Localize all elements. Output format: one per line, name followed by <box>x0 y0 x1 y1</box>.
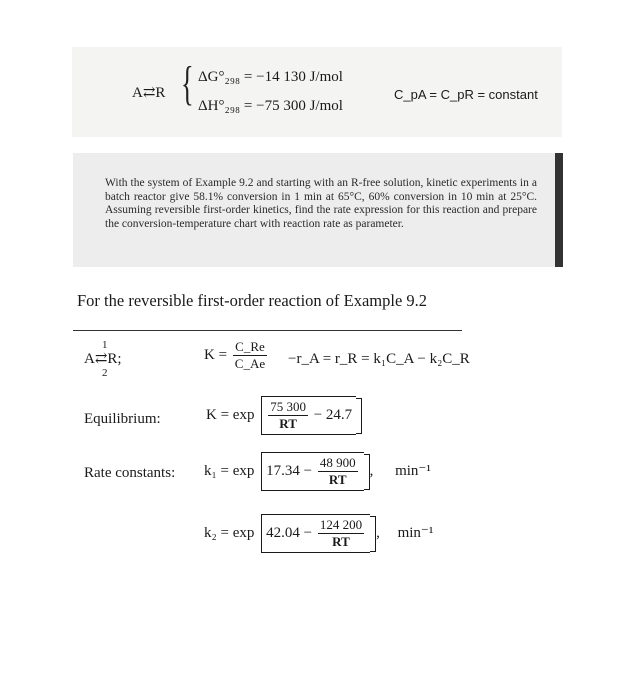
k2-bracket <box>261 514 370 553</box>
k2-den: RT <box>332 534 350 549</box>
k2-fraction <box>318 517 364 550</box>
k2-num: 124 200 <box>319 517 363 532</box>
k1-const: 17.34 − <box>266 462 313 479</box>
equilibrium-den: RT <box>279 416 297 431</box>
equilibrium-lhs: K = exp <box>206 406 255 423</box>
k1-fraction <box>318 455 358 488</box>
k-def-label: K = <box>204 346 228 363</box>
k1-num: 48 900 <box>319 455 356 470</box>
reaction-text: A⇄R; <box>84 351 122 367</box>
k1-bracket <box>261 452 363 491</box>
k2-const: 42.04 − <box>266 524 313 541</box>
delta-g-value: ΔG°₂₉₈ = −14 130 J/mol <box>198 69 343 85</box>
k2-units: min⁻¹ <box>397 524 434 541</box>
k2-equation: k₂ = exp 42.04 − $\frac{124 200}{RT}$ , min⁻¹ <box>204 514 433 553</box>
equilibrium-num: 75 300 <box>270 399 306 414</box>
k2-lhs: k₂ = exp <box>204 524 255 541</box>
k1-den: RT <box>328 472 347 487</box>
k-def-num: C_Re <box>233 339 267 356</box>
k-def-den: C_Ae <box>234 356 266 371</box>
reverse-index: 2 <box>102 367 108 379</box>
k1-lhs: k₁ = exp <box>204 462 255 479</box>
rate-expression: −r_A = r_R = k₁C_A − k₂C_R <box>288 351 470 367</box>
equilibrium-equation <box>206 396 362 435</box>
equilibrium-bracket-close <box>356 398 362 434</box>
panel-edge <box>555 153 563 267</box>
reaction-label: A⇄R <box>132 85 166 101</box>
problem-statement: With the system of Example 9.2 and starting with an R-free solution, kinetic experiments in a batch reactor give 58.1% conversion in 1 min at 65°C, 60% conversion in 10 min at 25°C. Assuming reversible first-order kinetics, find the rate expression for this reaction and prepare the conversion-temperature chart with reaction rate as parameter. <box>105 177 537 230</box>
delta-h-value: ΔH°₂₉₈ = −75 300 J/mol <box>198 98 343 114</box>
equilibrium-label: Equilibrium: <box>84 411 161 427</box>
heat-capacity-note: C_pA = C_pR = constant <box>394 87 538 102</box>
thermo-data-panel <box>72 47 562 137</box>
k1-units: min⁻¹ <box>395 462 431 479</box>
equilibrium-fraction <box>268 399 308 432</box>
heading-rule <box>73 330 462 331</box>
forward-index: 1 <box>102 339 108 351</box>
problem-panel <box>73 153 560 267</box>
equilibrium-bracket <box>261 396 356 435</box>
solution-heading: For the reversible first-order reaction of Example 9.2 <box>77 291 428 310</box>
left-brace: { <box>181 57 194 110</box>
reaction-equation <box>84 339 122 379</box>
k1-bracket-close <box>364 454 370 490</box>
k-def-fraction <box>233 339 267 372</box>
equilibrium-constant-def <box>204 339 269 372</box>
rate-constants-label: Rate constants: <box>84 465 176 481</box>
k2-bracket-close <box>370 516 376 552</box>
equilibrium-tail: − 24.7 <box>313 406 353 423</box>
k1-equation: k₁ = exp 17.34 − $\frac{48 900}{RT}$ , min⁻¹ <box>204 452 431 491</box>
